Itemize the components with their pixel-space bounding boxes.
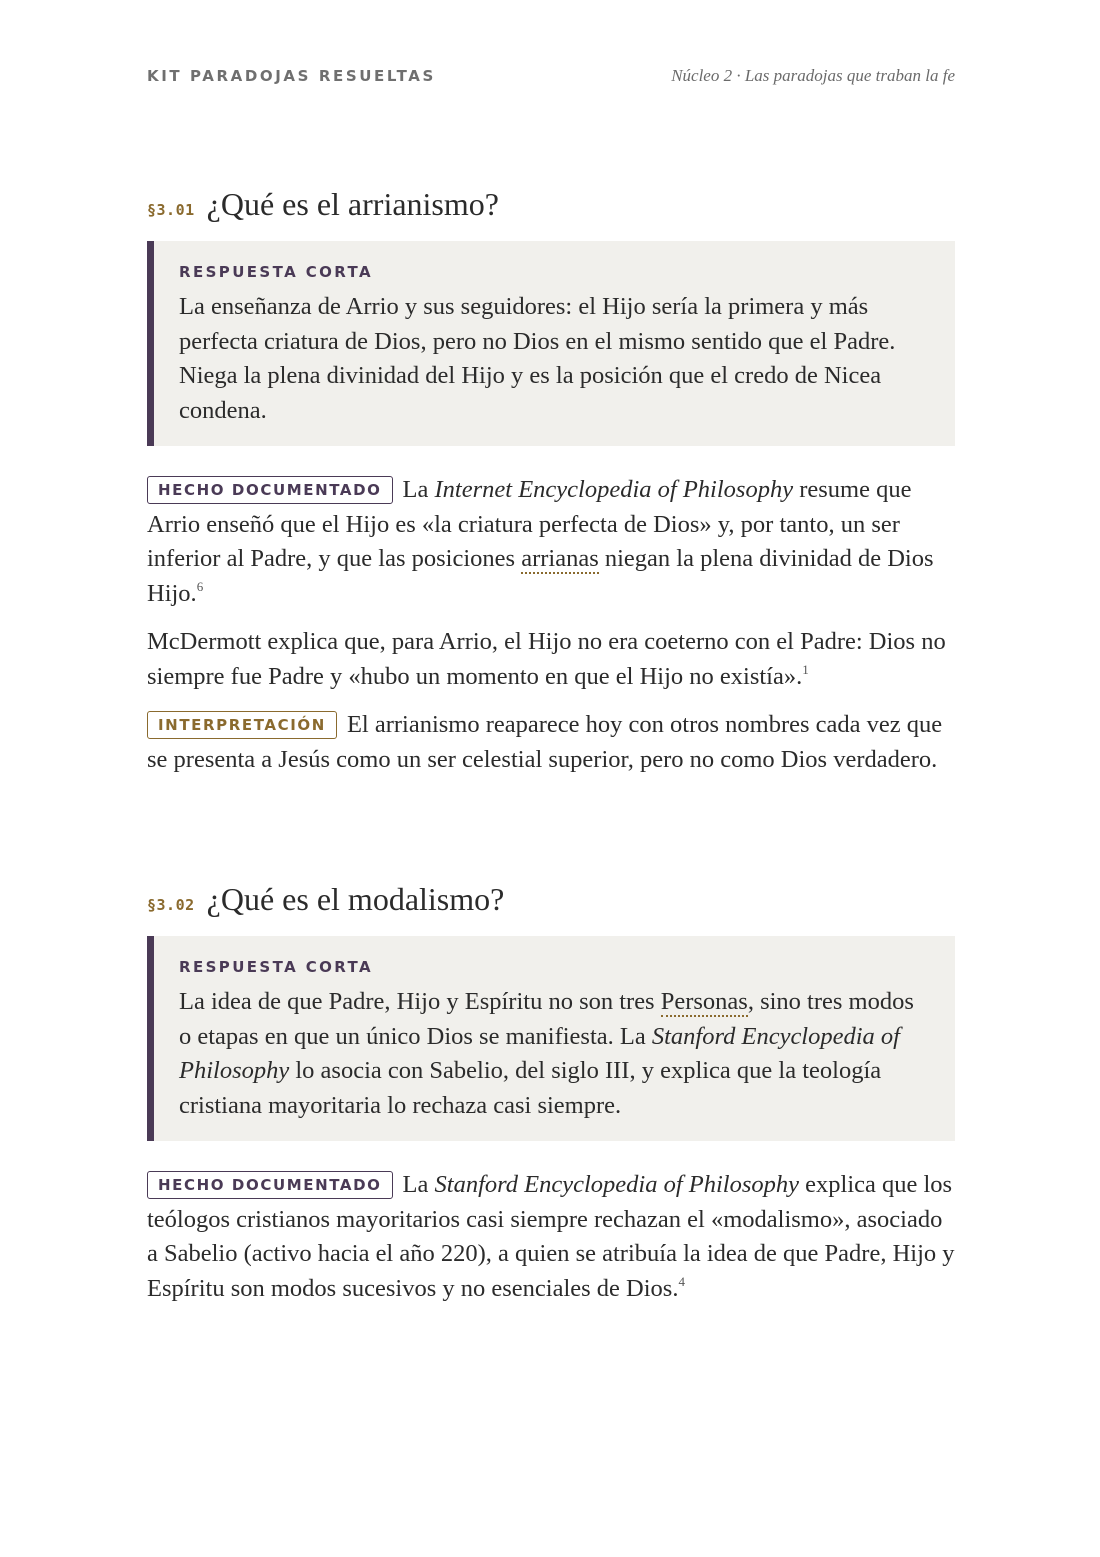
interpretation-paragraph [147,708,955,777]
section-question: ¿Qué es el arrianismo? [206,186,499,222]
section-body [147,1168,955,1306]
section-body [147,473,955,777]
text-run: La [402,1171,435,1198]
interpretation-tag: INTERPRETACIÓN [147,711,337,739]
text-run: , sino tres modos o etapas en que un único Dios se manifiesta. La [179,988,914,1050]
section-number: §3.01 [147,201,195,219]
glossary-term-link[interactable]: arrianas [521,545,599,572]
footnote-ref[interactable]: 4 [678,1273,685,1289]
section-question: ¿Qué es el modalismo? [206,881,505,917]
section-modalismo [147,881,955,1306]
text-run: El arrianismo reaparece hoy con otros nombres cada vez que se presenta a Jesús como un ser celestial superior, pero no como Dios verdadero. [147,711,943,773]
text-run: McDermott explica que, para Arrio, el Hijo no era coeterno con el Padre: Dios no siempre fue Padre y «hubo un momento en que el Hijo no existía». [147,628,946,690]
source-title: Stanford Encyclopedia of Philosophy [179,1022,900,1084]
section-number: §3.02 [147,896,195,914]
short-answer-label: RESPUESTA CORTA [179,263,374,281]
text-run: La idea de que Padre, Hijo y Espíritu no son tres [179,988,661,1015]
text-run: niegan la plena divinidad de Dios Hijo. [147,545,934,607]
short-answer-label: RESPUESTA CORTA [179,958,374,976]
kit-title: KIT PARADOJAS RESUELTAS [147,67,436,85]
text-run: resume que Arrio enseñó que el Hijo es «la criatura perfecta de Dios» y, por tanto, un ser inferior al Padre, y que las posiciones [147,476,912,572]
running-header [147,66,955,86]
footnote-ref[interactable]: 6 [196,578,204,594]
section-arrianismo [147,186,955,777]
text-run: lo asocia con Sabelio, del siglo III, y explica que la teología cristiana mayoritaria lo rechaza casi siempre. [179,1057,882,1119]
chapter-title: Núcleo 2 · Las paradojas que traban la fe [671,66,955,85]
section-heading [147,186,955,223]
text-run: La [402,476,435,503]
short-answer-box [147,936,955,1141]
short-answer-text: La enseñanza de Arrio y sus seguidores: el Hijo sería la primera y más perfecta criatura de Dios, pero no Dios en el mismo sentido que el Padre. Niega la plena divinidad del Hijo y es la posición que el credo de Nicea condena. [179,293,896,424]
body-paragraph [147,625,955,694]
footnote-ref[interactable]: 1 [802,661,809,677]
source-title: Stanford Encyclopedia of Philosophy [434,1171,800,1198]
section-heading [147,881,955,918]
documented-fact-tag: HECHO DOCUMENTADO [147,476,393,504]
short-answer-text [179,985,927,1123]
source-title: Internet Encyclopedia of Philosophy [434,476,794,503]
short-answer-box [147,241,955,446]
documented-fact-tag: HECHO DOCUMENTADO [147,1171,393,1199]
glossary-term-link[interactable]: Personas [660,988,748,1015]
documented-fact-paragraph [147,473,955,611]
text-run: explica que los teólogos cristianos mayoritarios casi siempre rechazan el «modalismo», asociado a Sabelio (activo hacia el año 220), a quien se atribuía la idea de que Padre, Hijo y Espíritu son modos sucesivos y no esenciales de Dios. [147,1171,955,1302]
documented-fact-paragraph [147,1168,955,1306]
